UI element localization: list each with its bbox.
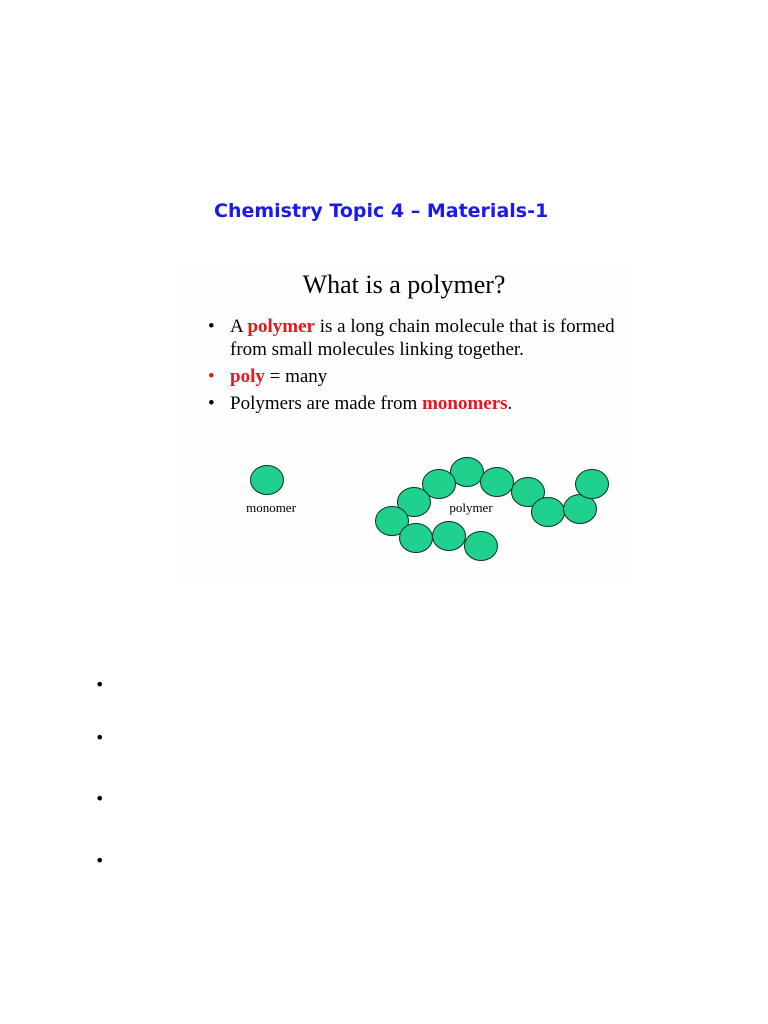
bullet-text: Polymers are made from xyxy=(230,393,423,414)
bullet-glyph: • xyxy=(208,316,215,337)
bullet-text: . xyxy=(507,393,513,414)
bullet-highlight: polymer xyxy=(247,316,315,337)
monomer-label: monomer xyxy=(246,500,296,515)
bullet-item-poly-meaning xyxy=(206,365,626,388)
slide-image xyxy=(176,262,632,584)
bullet-text: = many xyxy=(264,366,328,387)
polymer-bead xyxy=(433,522,466,551)
polymer-bead xyxy=(576,470,609,499)
slide-bullet-list xyxy=(206,315,626,419)
document-heading: Chemistry Topic 4 – Materials-1 xyxy=(214,200,549,222)
bullet-glyph: • xyxy=(208,366,215,387)
monomer-bead xyxy=(251,466,284,495)
empty-bullet: • xyxy=(95,728,105,747)
empty-bullet: • xyxy=(95,789,105,808)
polymer-bead xyxy=(532,498,565,527)
empty-bullet: • xyxy=(95,675,105,694)
bullet-item-polymer-definition xyxy=(206,315,626,361)
polymer-bead xyxy=(465,532,498,561)
polymer-label: polymer xyxy=(449,500,493,515)
polymer-diagram xyxy=(176,452,632,572)
bullet-item-monomers xyxy=(206,392,626,415)
bullet-text: A xyxy=(230,316,248,337)
bullet-glyph: • xyxy=(208,393,215,414)
polymer-bead xyxy=(481,468,514,497)
empty-bullet: • xyxy=(95,851,105,870)
slide-title: What is a polymer? xyxy=(302,270,506,299)
polymer-bead xyxy=(400,524,433,553)
bullet-highlight: poly xyxy=(230,366,265,387)
bullet-text: is a long chain molecule that is formed from small molecules linking together. xyxy=(230,316,615,360)
bullet-highlight: monomers xyxy=(422,393,508,414)
